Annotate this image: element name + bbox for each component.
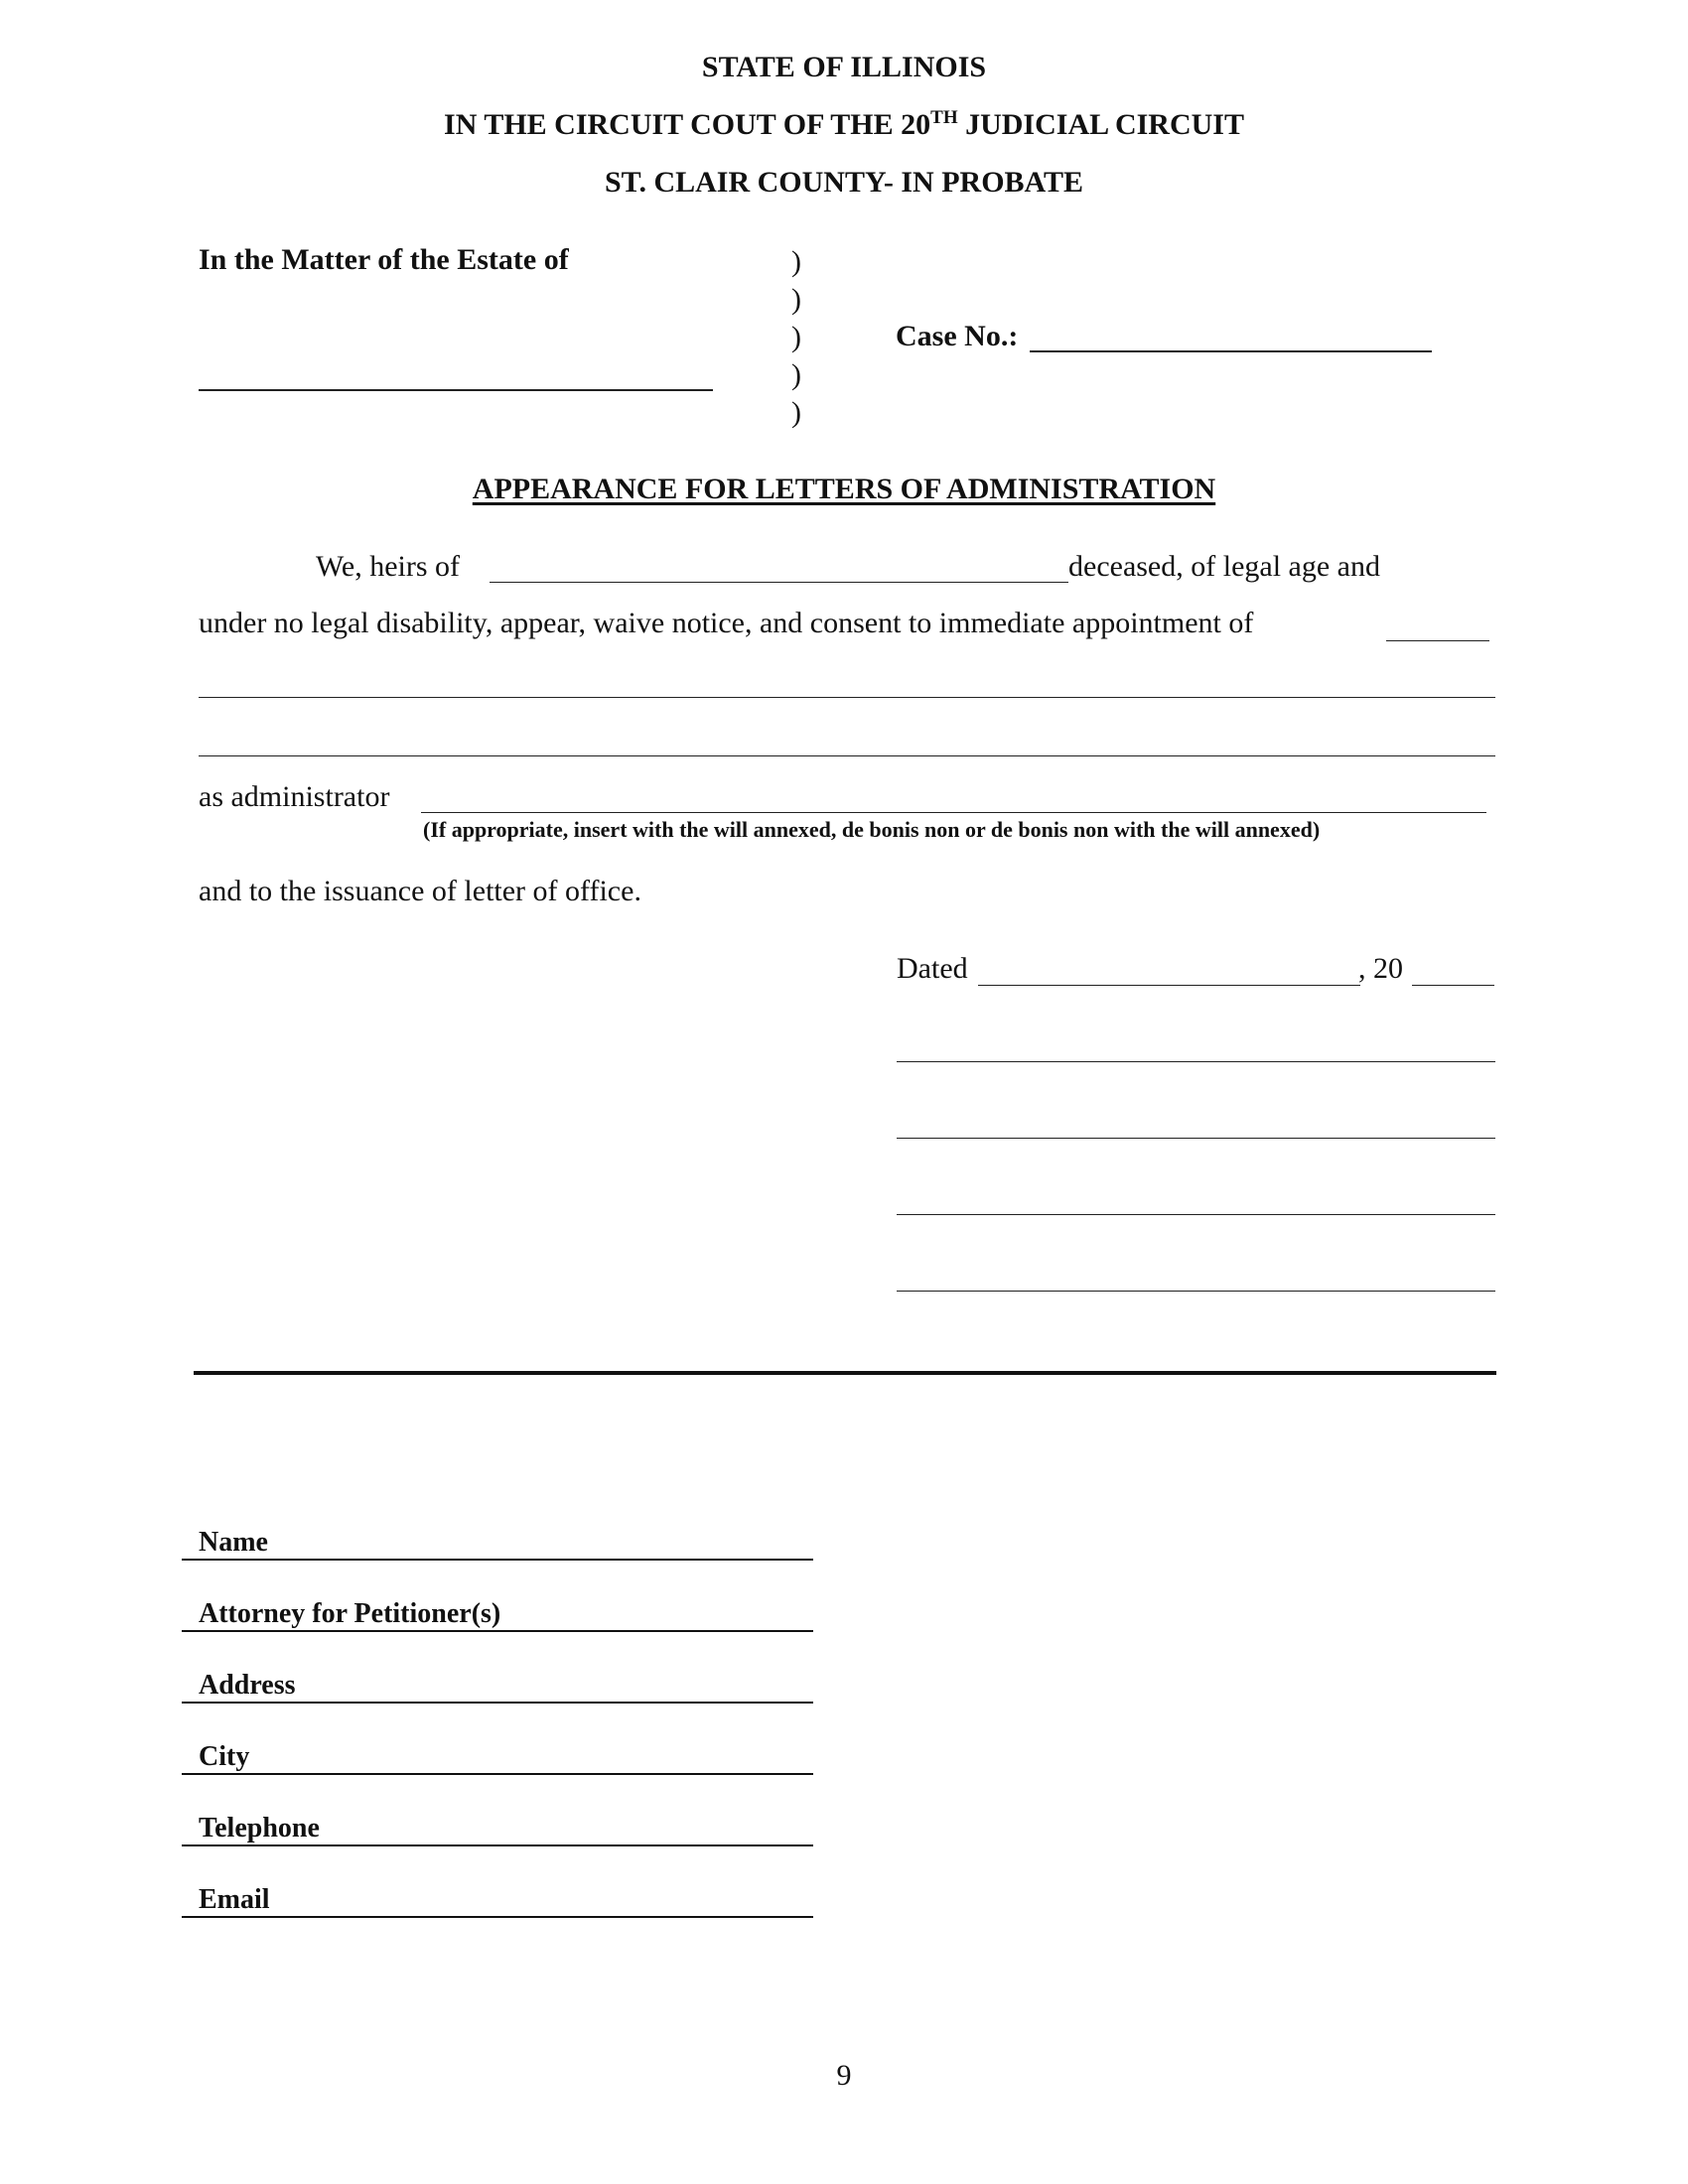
- attorney-address-field[interactable]: [182, 1702, 813, 1704]
- attorney-for-petitioner-field[interactable]: [182, 1630, 813, 1632]
- case-number-label: Case No.:: [896, 320, 1019, 352]
- header-court-superscript: TH: [930, 107, 958, 128]
- caption-paren: ): [791, 396, 801, 429]
- header-court: [0, 107, 1688, 143]
- estate-name-field[interactable]: [199, 389, 713, 391]
- administrator-note: (If appropriate, insert with the will annexed, de bonis non or de bonis non with the will annexed): [423, 817, 1321, 842]
- case-number-field[interactable]: [1030, 350, 1432, 352]
- header-state: STATE OF ILLINOIS: [701, 51, 987, 83]
- signature-line-2[interactable]: [897, 1138, 1495, 1139]
- dated-label: Dated: [897, 952, 968, 985]
- signature-line-1[interactable]: [897, 1061, 1495, 1062]
- caption-paren: ): [791, 358, 801, 391]
- form-title-text: APPEARANCE FOR LETTERS OF ADMINISTRATION: [472, 473, 1216, 505]
- appointee-line-2[interactable]: [199, 755, 1495, 756]
- header-court-text-end: JUDICIAL CIRCUIT: [957, 108, 1244, 141]
- attorney-address-label: Address: [199, 1670, 296, 1701]
- attorney-telephone-label: Telephone: [199, 1813, 320, 1843]
- attorney-city-field[interactable]: [182, 1773, 813, 1775]
- administrator-type-field[interactable]: [421, 812, 1486, 813]
- section-divider: [194, 1371, 1496, 1375]
- attorney-email-label: Email: [199, 1884, 270, 1915]
- attorney-city-label: City: [199, 1741, 250, 1772]
- year-field[interactable]: [1412, 985, 1494, 986]
- attorney-email-field[interactable]: [182, 1916, 813, 1918]
- year-prefix: , 20: [1358, 952, 1403, 985]
- attorney-telephone-field[interactable]: [182, 1844, 813, 1846]
- signature-line-4[interactable]: [897, 1291, 1495, 1292]
- attorney-name-field[interactable]: [182, 1559, 813, 1561]
- heirs-suffix: deceased, of legal age and: [1068, 550, 1380, 583]
- caption-paren: ): [791, 283, 801, 316]
- as-administrator-label: as administrator: [199, 780, 390, 813]
- header-court-text: IN THE CIRCUIT COUT OF THE 20: [444, 108, 931, 141]
- caption-paren: ): [791, 321, 801, 353]
- appointee-name-field[interactable]: [1386, 640, 1489, 641]
- signature-line-3[interactable]: [897, 1214, 1495, 1215]
- date-field[interactable]: [978, 985, 1360, 986]
- heirs-prefix: We, heirs of: [316, 550, 461, 583]
- appointee-line-1[interactable]: [199, 697, 1495, 698]
- form-title: [0, 472, 1688, 507]
- header-county: ST. CLAIR COUNTY- IN PROBATE: [604, 166, 1084, 199]
- attorney-for-petitioner-label: Attorney for Petitioner(s): [199, 1598, 501, 1629]
- estate-matter-label: In the Matter of the Estate of: [199, 243, 569, 276]
- page-number: 9: [836, 2059, 852, 2092]
- issuance-text: and to the issuance of letter of office.: [199, 875, 641, 907]
- consent-text: under no legal disability, appear, waive notice, and consent to immediate appointment of: [199, 607, 1254, 639]
- decedent-name-field[interactable]: [490, 582, 1068, 583]
- caption-paren: ): [791, 245, 801, 278]
- attorney-name-label: Name: [199, 1527, 268, 1558]
